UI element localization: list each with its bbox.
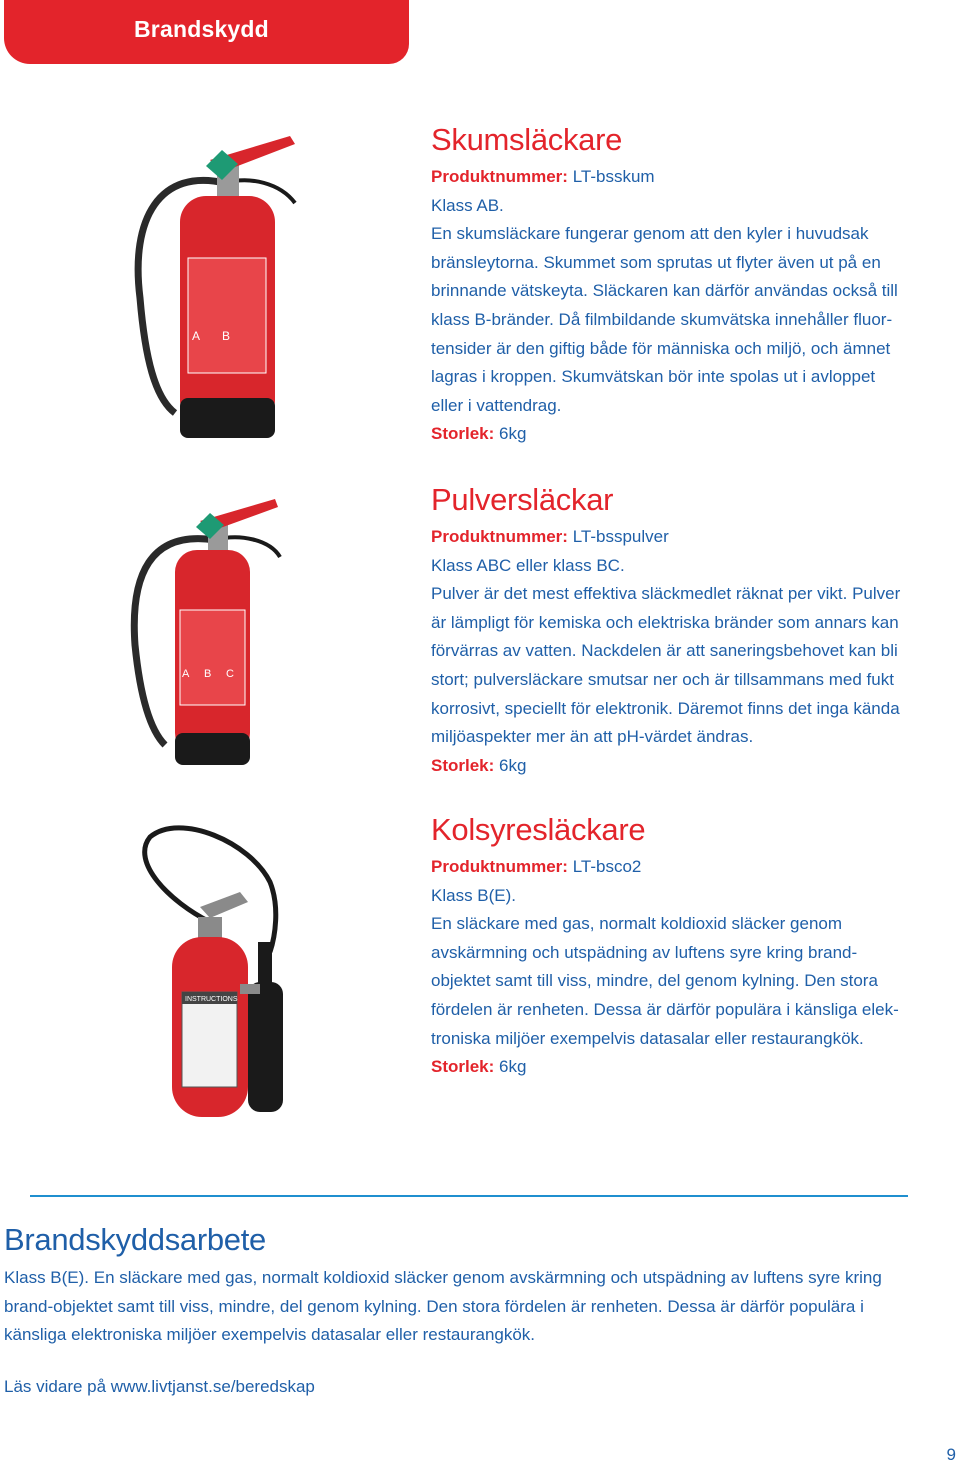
size-value: 6kg <box>499 755 527 775</box>
foam-extinguisher-image <box>130 128 310 443</box>
product-title: Pulversläckar <box>431 482 614 517</box>
desc-line: är lämpligt för kemiska och elektriska bränder som annars kan <box>431 612 899 632</box>
size-label: Storlek: <box>431 755 495 775</box>
section-divider <box>30 1195 908 1197</box>
product-number-label: Produktnummer: <box>431 527 568 546</box>
product-class: Klass AB. <box>431 195 504 215</box>
class-a-mark: A <box>182 668 190 680</box>
page-number: 9 <box>946 1445 956 1464</box>
product-number-line <box>431 523 951 552</box>
desc-line: avskärmning och utspädning av luftens syre kring brand- <box>431 942 858 962</box>
page-title: Brandskydd <box>134 16 269 42</box>
section-line: brand-objektet samt till viss, mindre, del genom kylning. Den stora fördelen är renheten. Dessa är därför populära i <box>4 1296 864 1316</box>
product-size <box>431 1053 951 1082</box>
read-more-link[interactable]: Läs vidare på www.livtjanst.se/beredskap <box>4 1377 315 1396</box>
product-title: Kolsyresläckare <box>431 812 646 847</box>
class-a-mark: A <box>192 329 201 343</box>
class-b-mark: B <box>222 329 231 343</box>
product-number-label: Produktnummer: <box>431 167 568 186</box>
product-class: Klass ABC eller klass BC. <box>431 555 625 575</box>
header-tab <box>4 0 409 64</box>
desc-line: miljöaspekter mer än att pH-värdet ändras. <box>431 727 754 747</box>
size-value: 6kg <box>499 1057 527 1077</box>
desc-line: korrosivt, speciellt för elektronik. Däremot finns det inga kända <box>431 698 900 718</box>
class-c-mark: C <box>226 668 234 680</box>
instructions-label: INSTRUCTIONS <box>185 996 238 1003</box>
product-number: LT-bsspulver <box>572 527 669 546</box>
product-size <box>431 420 951 449</box>
desc-line: eller i vattendrag. <box>431 395 562 415</box>
section-line: Klass B(E). En släckare med gas, normalt koldioxid släcker genom avskärmning och utspädning av luftens syre kring <box>4 1268 882 1287</box>
desc-line: förvärras av vatten. Nackdelen är att saneringsbehovet kan bli <box>431 641 898 661</box>
desc-line: fördelen är renheten. Dessa är därför populära i känsliga elek- <box>431 999 899 1019</box>
desc-line: lagras i kroppen. Skumvätskan bör inte spolas ut i avloppet <box>431 367 876 387</box>
product-class: Klass B(E). <box>431 885 517 905</box>
powder-extinguisher-image <box>120 495 290 770</box>
desc-line: tensider är den giftig både för människa och miljö, och ämnet <box>431 338 891 358</box>
product-size <box>431 752 951 781</box>
product-powder <box>431 481 951 780</box>
product-number: LT-bsco2 <box>572 857 642 876</box>
size-value: 6kg <box>499 424 527 444</box>
product-number: LT-bsskum <box>572 167 655 186</box>
product-number-line <box>431 853 951 882</box>
product-co2 <box>431 811 951 1082</box>
desc-line: brinnande vätskeyta. Släckaren kan därför användas också till <box>431 281 898 301</box>
co2-extinguisher-image <box>130 822 310 1122</box>
size-label: Storlek: <box>431 424 495 444</box>
section-brandskyddsarbete <box>4 1220 944 1350</box>
product-title: Skumsläckare <box>431 122 623 157</box>
section-line: känsliga elektroniska miljöer exempelvis datasalar eller restaurangkök. <box>4 1325 536 1345</box>
desc-line: Pulver är det mest effektiva släckmedlet räknat per vikt. Pulver <box>431 584 901 604</box>
class-b-mark: B <box>204 668 212 680</box>
desc-line: objektet samt till viss, mindre, del genom kylning. Den stora <box>431 971 878 991</box>
desc-line: stort; pulversläckare smutsar ner och är tillsammans med fukt <box>431 669 894 689</box>
product-foam <box>431 121 951 449</box>
section-title: Brandskyddsarbete <box>4 1222 267 1257</box>
size-label: Storlek: <box>431 1057 495 1077</box>
desc-line: En släckare med gas, normalt koldioxid släcker genom <box>431 914 843 934</box>
product-number-label: Produktnummer: <box>431 857 568 876</box>
desc-line: klass B-bränder. Då filmbildande skumvätska innehåller fluor- <box>431 309 893 329</box>
product-number-line <box>431 163 951 192</box>
desc-line: bränsleytorna. Skummet som sprutas ut flyter även ut på en <box>431 252 881 272</box>
desc-line: En skumsläckare fungerar genom att den kyler i huvudsak <box>431 224 869 244</box>
desc-line: troniska miljöer exempelvis datasalar eller restaurangkök. <box>431 1028 864 1048</box>
